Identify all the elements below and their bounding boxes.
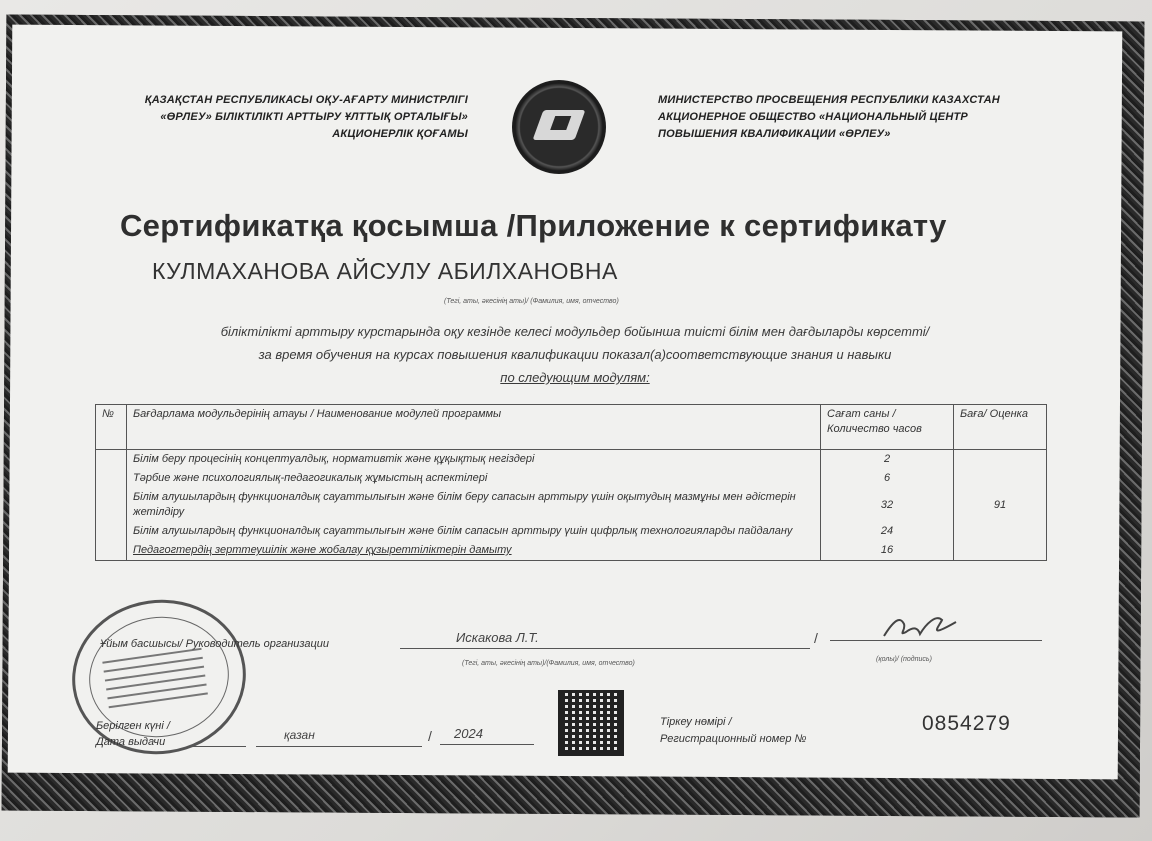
header-right-russian <box>658 92 1058 143</box>
module-grade: 91 <box>954 488 1047 522</box>
module-hours: 2 <box>821 450 954 470</box>
module-name: Білім алушылардың функционалдық сауаттылығын және білім сапасын арттыру үшін цифрлық технологияларды пайдалану <box>127 522 821 541</box>
document-title: Сертификатқа қосымша /Приложение к сертификату <box>120 208 947 243</box>
month-line <box>256 746 422 747</box>
separator-slash: / <box>814 630 818 646</box>
registration-label <box>660 714 806 748</box>
table-row <box>96 450 1047 470</box>
row-number <box>96 488 127 522</box>
table-header-row <box>96 405 1047 450</box>
row-number <box>96 469 127 488</box>
registration-label-line: Тіркеу нөмірі / <box>660 716 732 728</box>
module-hours: 32 <box>821 488 954 522</box>
table-row <box>96 522 1047 541</box>
description-line: за время обучения на курсах повышения квалификации показал(а)соответствующие знания и навыки <box>258 347 892 362</box>
header-grade: Баға/ Оценка <box>954 405 1047 450</box>
issue-date-label-line: Дата выдачи <box>96 736 166 748</box>
description-line: біліктілікті арттыру курстарында оқу кезінде келесі модульдер бойынша тиісті білім мен дағдыларды көрсетті/ <box>220 324 930 339</box>
header-left-line: АКЦИОНЕРЛІК ҚОҒАМЫ <box>332 128 468 140</box>
module-name: Білім алушылардың функционалдық сауаттылығын және білім беру сапасын арттыру үшін оқытудың мазмұны мен әдістерін жетілдіру <box>127 488 821 522</box>
name-caption: (Тегі, аты, әкесінің аты)/ (Фамилия, имя, отчество) <box>444 298 619 305</box>
registration-number: 0854279 <box>922 712 1011 735</box>
table-row <box>96 541 1047 561</box>
day-line <box>190 746 246 747</box>
director-name-caption: (Тегі, аты, әкесінің аты)/(Фамилия, имя, отчество) <box>462 660 635 667</box>
module-grade <box>954 469 1047 488</box>
book-icon <box>533 110 586 140</box>
header-right-line: ПОВЫШЕНИЯ КВАЛИФИКАЦИИ «ӨРЛЕУ» <box>658 128 891 140</box>
module-hours: 6 <box>821 469 954 488</box>
issue-date-label <box>96 718 170 750</box>
separator-slash: / <box>428 728 432 744</box>
recipient-name: КУЛМАХАНОВА АЙСУЛУ АБИЛХАНОВНА <box>152 258 618 284</box>
header-left-line: «ӨРЛЕУ» БІЛІКТІЛІКТІ АРТТЫРУ ҰЛТТЫҚ ОРТАЛЫҒЫ» <box>160 111 468 123</box>
module-grade <box>954 522 1047 541</box>
issue-month: қазан <box>284 728 315 742</box>
row-number <box>96 522 127 541</box>
module-grade <box>954 450 1047 470</box>
header-number: № <box>96 405 127 450</box>
header-right-line: АКЦИОНЕРНОЕ ОБЩЕСТВО «НАЦИОНАЛЬНЫЙ ЦЕНТР <box>658 111 968 123</box>
modules-table <box>95 404 1047 561</box>
header-left-kazakh <box>88 92 468 143</box>
header-left-line: ҚАЗАҚСТАН РЕСПУБЛИКАСЫ ОҚУ-АҒАРТУ МИНИСТРЛІГІ <box>144 94 468 106</box>
header-hours: Сағат саны / Количество часов <box>821 405 954 450</box>
issue-year: 2024 <box>454 726 483 741</box>
module-hours: 24 <box>821 522 954 541</box>
module-name: Педагогтердің зерттеушілік және жобалау құзыреттіліктерін дамыту <box>127 541 821 561</box>
header-module: Бағдарлама модульдерінің атауы / Наименование модулей программы <box>127 405 821 450</box>
director-name: Искакова Л.Т. <box>456 630 539 645</box>
description-line: по следующим модулям: <box>500 370 650 385</box>
table-row <box>96 488 1047 522</box>
table-row <box>96 469 1047 488</box>
handwritten-signature <box>880 610 960 644</box>
signature-caption: (қолы)/ (подпись) <box>876 656 932 663</box>
director-label: Ұйым басшысы/ Руководитель организации <box>100 638 330 650</box>
qr-code <box>558 690 624 756</box>
row-number <box>96 450 127 470</box>
header-right-line: МИНИСТЕРСТВО ПРОСВЕЩЕНИЯ РЕСПУБЛИКИ КАЗАХСТАН <box>658 94 1000 106</box>
description <box>110 320 1040 389</box>
module-hours: 16 <box>821 541 954 561</box>
module-grade <box>954 541 1047 561</box>
year-line <box>440 744 534 745</box>
module-name: Тәрбие және психологиялық-педагогикалық жұмыстың аспектілері <box>127 469 821 488</box>
registration-label-line: Регистрационный номер № <box>660 733 807 745</box>
row-number <box>96 541 127 561</box>
module-name: Білім беру процесінің концептуалдық, нормативтік және құқықтық негіздері <box>127 450 821 470</box>
organization-logo <box>512 80 606 174</box>
signature-name-line <box>400 648 810 649</box>
issue-date-label-line: Берілген күні / <box>96 720 170 732</box>
